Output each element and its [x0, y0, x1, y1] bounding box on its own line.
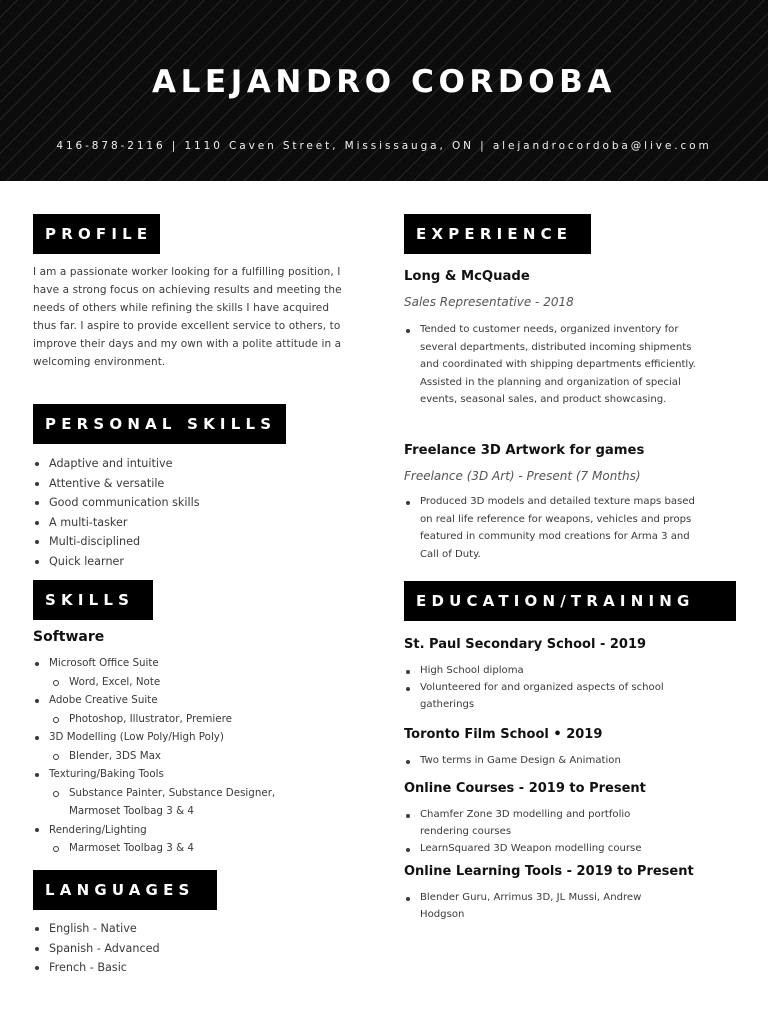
- sub-list-item: Blender, 3DS Max: [49, 747, 363, 766]
- sub-list-item: Substance Painter, Substance Designer, Marmoset Toolbag 3 & 4: [49, 784, 319, 821]
- list-item: French - Basic: [33, 958, 363, 978]
- list-item: Attentive & versatile: [33, 474, 363, 494]
- list-item: [33, 691, 363, 728]
- education-bullets: [404, 662, 704, 714]
- education-title: Online Courses - 2019 to Present: [404, 781, 646, 796]
- skills-heading: SKILLS: [33, 580, 153, 620]
- sub-list: [49, 673, 363, 692]
- skill-group-label: Microsoft Office Suite: [49, 657, 159, 669]
- list-item: Chamfer Zone 3D modelling and portfolio rendering courses: [404, 806, 660, 840]
- skill-group-label: 3D Modelling (Low Poly/High Poly): [49, 731, 224, 743]
- education-bullets: [404, 806, 704, 858]
- education-title: Toronto Film School • 2019: [404, 727, 603, 742]
- list-item: [33, 821, 363, 858]
- job-role: Sales Representative - 2018: [404, 295, 574, 309]
- education-heading: EDUCATION/TRAINING: [404, 581, 736, 621]
- list-item: English - Native: [33, 919, 363, 939]
- list-item: [33, 654, 363, 691]
- list-item: [33, 765, 363, 821]
- job-company: Freelance 3D Artwork for games: [404, 443, 645, 458]
- skill-group-label: Rendering/Lighting: [49, 823, 147, 836]
- list-item: Tended to customer needs, organized inventory for several departments, distributed incoming shipments and coordinated with shipping departments efficiently. Assisted in the planning and organization of special events, seasonal sales, and product showcasing.: [404, 321, 710, 409]
- list-item: Two terms in Game Design & Animation: [404, 752, 704, 769]
- education-bullets: [404, 752, 704, 769]
- sub-list-item: Word, Excel, Note: [49, 673, 363, 692]
- sub-list: [49, 784, 363, 821]
- sub-list: [49, 747, 363, 766]
- education-title: St. Paul Secondary School - 2019: [404, 637, 647, 652]
- languages-list: [33, 919, 363, 978]
- experience-heading: EXPERIENCE: [404, 214, 591, 254]
- job-company: Long & McQuade: [404, 269, 530, 284]
- software-list: [33, 654, 363, 858]
- list-item: [33, 728, 363, 765]
- sub-list-item: Marmoset Toolbag 3 & 4: [49, 839, 363, 858]
- candidate-name: ALEJANDRO CORDOBA: [151, 64, 617, 100]
- resume-header: [0, 0, 768, 181]
- list-item: A multi-tasker: [33, 513, 363, 533]
- skill-group-label: Adobe Creative Suite: [49, 694, 158, 706]
- list-item: Quick learner: [33, 552, 363, 572]
- job-role: Freelance (3D Art) - Present (7 Months): [404, 469, 641, 483]
- profile-heading: PROFILE: [33, 214, 160, 254]
- languages-heading: LANGUAGES: [33, 870, 217, 910]
- contact-line: 416-878-2116 | 1110 Caven Street, Mississauga, ON | alejandrocordoba@live.com: [56, 140, 712, 152]
- list-item: Volunteered for and organized aspects of school gatherings: [404, 679, 694, 713]
- list-item: Produced 3D models and detailed texture maps based on real life reference for weapons, vehicles and props featured in community mod creations for Arma 3 and Call of Duty.: [404, 493, 706, 563]
- sub-list: [49, 710, 363, 729]
- job-bullets: [404, 493, 706, 563]
- personal-skills-heading: PERSONAL SKILLS: [33, 404, 286, 444]
- education-bullets: [404, 889, 704, 923]
- sub-list-item: Photoshop, Illustrator, Premiere: [49, 710, 363, 729]
- skill-group-label: Texturing/Baking Tools: [49, 768, 164, 780]
- list-item: LearnSquared 3D Weapon modelling course: [404, 840, 704, 857]
- sub-list: [49, 839, 363, 858]
- list-item: High School diploma: [404, 662, 704, 679]
- list-item: Multi-disciplined: [33, 532, 363, 552]
- list-item: Good communication skills: [33, 493, 363, 513]
- education-title: Online Learning Tools - 2019 to Present: [404, 864, 694, 879]
- list-item: Adaptive and intuitive: [33, 454, 363, 474]
- personal-skills-list: [33, 454, 363, 571]
- job-bullets: [404, 321, 710, 409]
- list-item: Spanish - Advanced: [33, 939, 363, 959]
- profile-text: I am a passionate worker looking for a fulfilling position, I have a strong focus on achieving results and meeting the needs of others while refining the skills I have acquired thus far. I aspire to provide excellent service to others, to improve their days and my own with a polite attitude in a welcoming environment.: [33, 266, 342, 368]
- software-title: Software: [33, 629, 105, 645]
- list-item: Blender Guru, Arrimus 3D, JL Mussi, Andrew Hodgson: [404, 889, 680, 923]
